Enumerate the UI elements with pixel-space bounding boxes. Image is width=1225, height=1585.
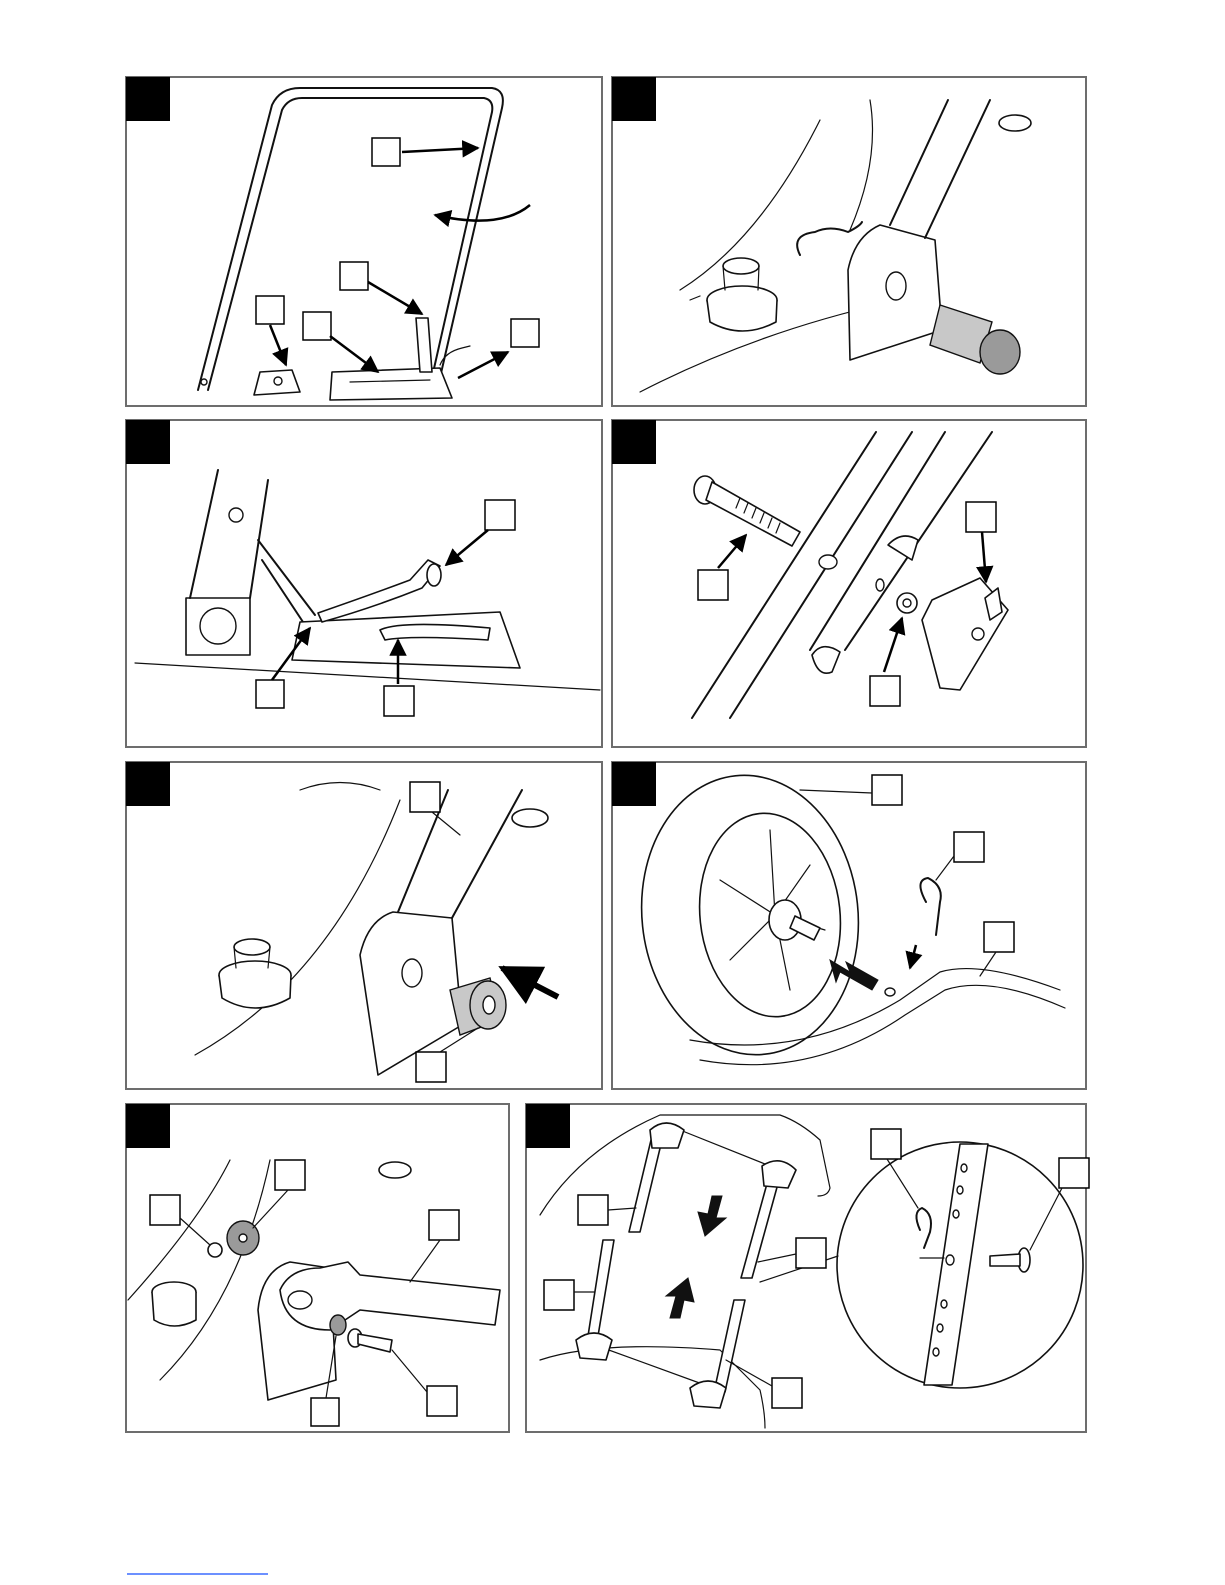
panel-7-callout-c <box>429 1210 459 1240</box>
panel-4-callout-c <box>870 676 900 706</box>
panel-3-callout-b <box>256 680 284 708</box>
panel-5-callout-a <box>410 782 440 812</box>
panel-6 <box>612 762 1086 1089</box>
panel-1-number-badge <box>126 77 170 121</box>
lower-right-bracket <box>690 1381 726 1408</box>
handle-end-hole <box>201 379 207 385</box>
panel-6-number-badge <box>612 762 656 806</box>
panel-4-callout-b <box>966 502 996 532</box>
panel-2-number-badge <box>612 77 656 121</box>
panel-6-callout-a <box>872 775 902 805</box>
panel-7-callout-d <box>311 1398 339 1426</box>
panel-7-callout-b <box>275 1160 305 1190</box>
upper-left-bracket <box>650 1123 684 1148</box>
knob-base <box>707 300 777 331</box>
panel-7-callout-e <box>427 1386 457 1416</box>
bolt-washer <box>330 1315 346 1335</box>
panel-2 <box>612 77 1086 406</box>
panel-4-callout-a <box>698 570 728 600</box>
panel-1-callout-c <box>256 296 284 324</box>
panel-3-callout-a <box>485 500 515 530</box>
panel-4-number-badge <box>612 420 656 464</box>
detail-hole-1 <box>961 1164 967 1172</box>
washer-hole <box>903 599 911 607</box>
lower-left-bracket <box>576 1333 612 1360</box>
detail-hole-5 <box>941 1300 947 1308</box>
tube-rivet <box>229 508 243 522</box>
panel-1 <box>126 77 602 406</box>
panel-1-frame <box>126 77 602 406</box>
panel-8-callout-e <box>871 1129 901 1159</box>
panel-3-frame <box>126 420 602 747</box>
cable-clip-hole <box>274 377 282 385</box>
panel-5-callout-b <box>416 1052 446 1082</box>
panel-8-callout-f <box>1059 1158 1089 1188</box>
panel-5 <box>126 762 602 1089</box>
knob-body <box>152 1292 196 1326</box>
detail-hole-2 <box>957 1186 963 1194</box>
lever-slot-guide <box>380 624 490 640</box>
tube-end-hole <box>200 608 236 644</box>
lower-tube-hole <box>876 579 884 591</box>
detail-hole-4 <box>946 1255 954 1265</box>
panel-8 <box>526 1104 1089 1432</box>
detail-hole-6 <box>937 1324 943 1332</box>
detail-bolt-shank <box>990 1254 1020 1266</box>
bracket-hole <box>886 272 906 300</box>
panel-5-number-badge <box>126 762 170 806</box>
panel-1-callout-a <box>372 138 400 166</box>
deck-stud <box>512 809 548 827</box>
panel-3-callout-c <box>384 686 414 716</box>
panel-6-callout-b <box>954 832 984 862</box>
panel-8-callout-d <box>772 1378 802 1408</box>
panel-1-callout-b <box>340 262 368 290</box>
panel-6-callout-c <box>984 922 1014 952</box>
knob-top <box>234 939 270 955</box>
clevis-pin-head <box>980 330 1020 374</box>
panel-8-number-badge <box>526 1104 570 1148</box>
panel-8-callout-a <box>578 1195 608 1225</box>
deck-stud <box>379 1162 411 1178</box>
panel-1-callout-d <box>303 312 331 340</box>
lever-base-plate <box>330 368 452 400</box>
bracket-hole <box>402 959 422 987</box>
panel-7-callout-a <box>150 1195 180 1225</box>
panel-7-number-badge <box>126 1104 170 1148</box>
panel-7 <box>126 1104 509 1432</box>
knob-insert-hole <box>972 628 984 640</box>
panel-1-callout-e <box>511 319 539 347</box>
panel-8-callout-b <box>544 1280 574 1310</box>
flat-washer-hole <box>239 1234 247 1242</box>
panel-8-callout-c <box>796 1238 826 1268</box>
deck-stud <box>999 115 1031 131</box>
panel-3 <box>126 420 602 747</box>
upper-tube-hole <box>819 555 837 569</box>
axle-hole <box>885 988 895 996</box>
panel-4-frame <box>612 420 1086 747</box>
detail-hole-3 <box>953 1210 959 1218</box>
panel-3-number-badge <box>126 420 170 464</box>
bushing-hole <box>483 996 495 1014</box>
panel-4 <box>612 420 1086 747</box>
knob-top <box>723 258 759 274</box>
lever-knob <box>427 564 441 586</box>
detail-hole-7 <box>933 1348 939 1356</box>
handle-arm-hole <box>288 1291 312 1309</box>
